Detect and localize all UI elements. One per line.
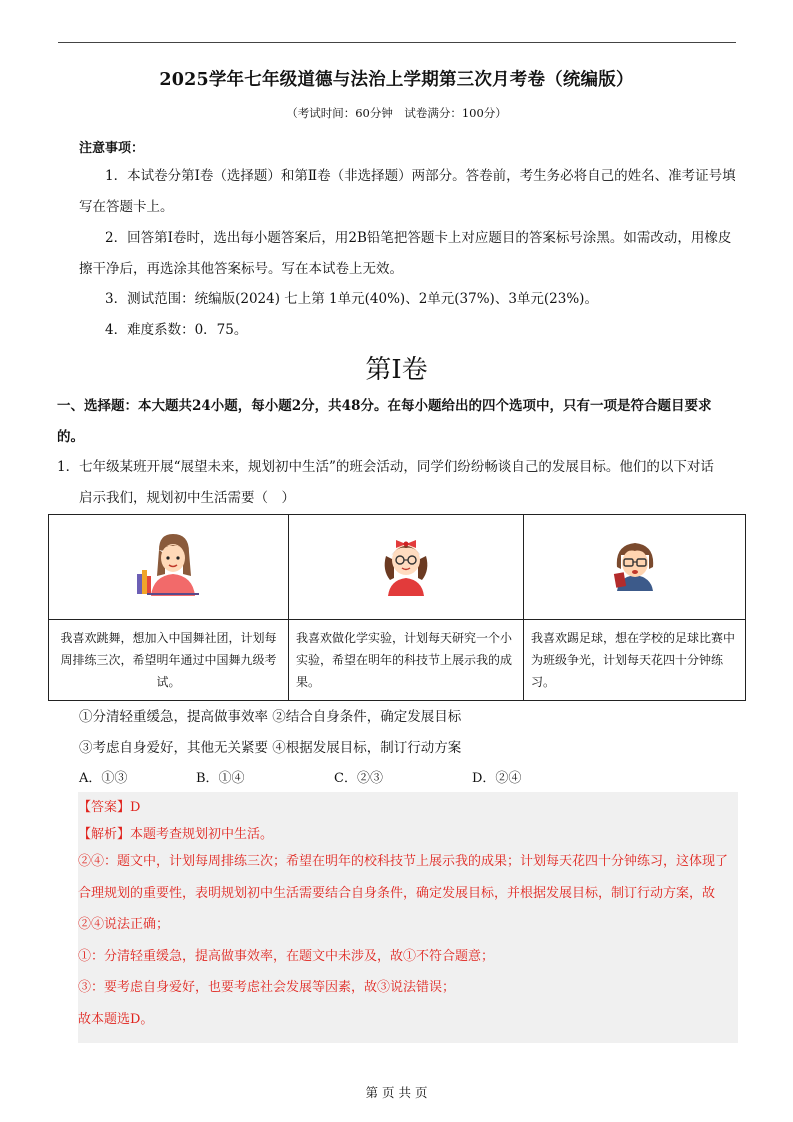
notice-item-1: 1．本试卷分第Ⅰ卷（选择题）和第Ⅱ卷（非选择题）两部分。答卷前，考生务必将自己的姓名、准考证号填写在答题卡上。 — [79, 168, 736, 215]
analysis-point-24: ②④：题文中，计划每周排练三次；希望在明年的校科技节上展示我的成果；计划每天花四十分钟练习，这体现了合理规划的重要性，表明规划初中生活需要结合自身条件，确定发展目标，并根据发展目标，制订行动方案，故②④说法正确； — [78, 854, 729, 932]
illustration-cell-2 — [289, 515, 524, 620]
quote-cell-1: 我喜欢跳舞，想加入中国舞社团，计划每周排练三次，希望明年通过中国舞九级考试。 — [49, 620, 289, 701]
question-stem-line1: 1．七年级某班开展“展望未来，规划初中生活”的班会活动，同学们纷纷畅谈自己的发展目标。他们的以下对话 — [57, 459, 714, 475]
quote-cell-3: 我喜欢踢足球，想在学校的足球比赛中为班级争光，计划每天花四十分钟练习。 — [524, 620, 746, 701]
notice-heading: 注意事项： — [79, 141, 145, 156]
analysis-point-3: ③：要考虑自身爱好，也要考虑社会发展等因素，故③说法错误； — [78, 980, 456, 995]
notice-item-4: 4．难度系数：0．75。 — [105, 322, 248, 338]
boy-with-glasses-illustration — [609, 537, 661, 593]
statements-line-2: ③考虑自身爱好，其他无关紧要 ④根据发展目标，制订行动方案 — [79, 740, 462, 756]
option-c: C．②③ — [334, 771, 383, 786]
answer-label: 【答案】D — [78, 800, 141, 815]
notice-item-3: 3．测试范围：统编版(2024) 七上第 1单元(40%)、2单元(37%)、3单元(23%)。 — [105, 291, 598, 307]
option-a: A．①③ — [79, 771, 128, 786]
illustration-cell-3 — [524, 515, 746, 620]
analysis-intro: 【解析】本题考查规划初中生活。 — [78, 827, 274, 842]
quote-cell-2: 我喜欢做化学实验，计划每天研究一个小实验，希望在明年的科技节上展示我的成果。 — [289, 620, 524, 701]
page-footer: 第 页 共 页 — [365, 1085, 428, 1100]
exam-info: （考试时间：60分钟 试卷满分：100分） — [286, 106, 507, 120]
girl-with-bow-illustration — [376, 530, 436, 600]
answer-box — [78, 792, 738, 1043]
analysis-conclusion: 故本题选D。 — [78, 1011, 154, 1027]
illustration-cell-1 — [49, 515, 289, 620]
girl-with-books-illustration — [133, 530, 205, 600]
page-title: 2025学年七年级道德与法治上学期第三次月考卷（统编版） — [159, 70, 634, 90]
notice-item-2: 2．回答第Ⅰ卷时，选出每小题答案后，用2B铅笔把答题卡上对应题目的答案标号涂黑。如需改动，用橡皮擦干净后，再选涂其他答案标号。写在本试卷上无效。 — [79, 230, 732, 277]
part-title: 第Ⅰ卷 — [365, 355, 428, 385]
analysis-point-1: ①：分清轻重缓急，提高做事效率，在题文中未涉及，故①不符合题意； — [78, 948, 495, 964]
statements-line-1: ①分清轻重缓急，提高做事效率 ②结合自身条件，确定发展目标 — [79, 709, 462, 725]
question-stem — [57, 452, 739, 514]
option-b: B．①④ — [196, 771, 245, 786]
dialogue-table — [48, 514, 746, 701]
option-d: D．②④ — [472, 771, 522, 786]
section-heading: 一、选择题：本大题共24小题，每小题2分，共48分。在每小题给出的四个选项中，只有一项是符合题目要求的。 — [57, 398, 712, 445]
question-stem-line2: 启示我们，规划初中生活需要（ ） — [79, 490, 295, 506]
analysis-body — [78, 846, 738, 1035]
header-rule — [58, 42, 736, 43]
